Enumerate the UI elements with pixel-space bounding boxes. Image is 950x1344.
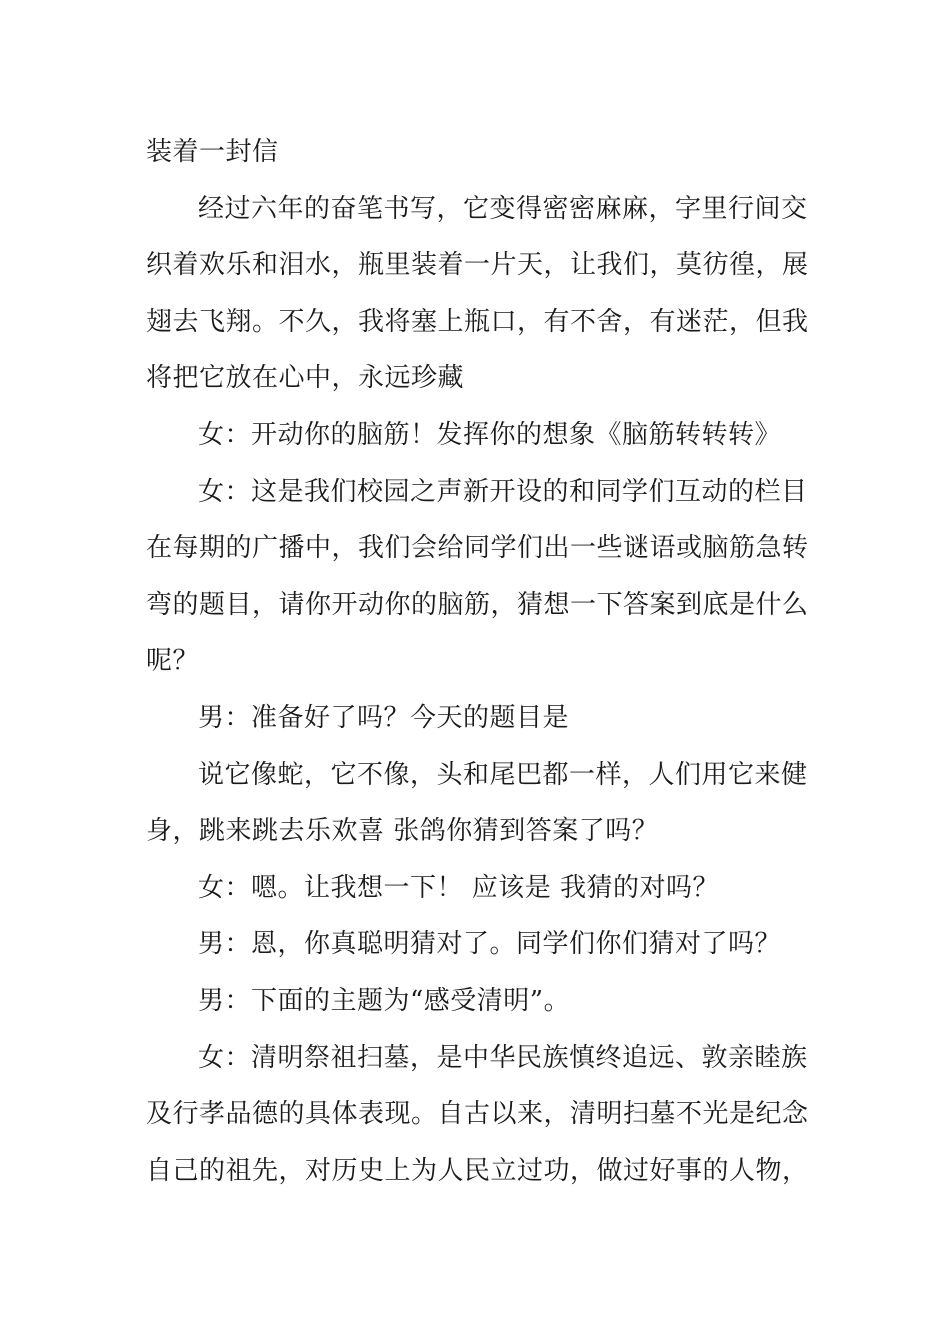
text-line: 女：开动你的脑筋！发挥你的想象《脑筋转转转》 [198, 419, 782, 450]
text-line: 女：嗯。让我想一下！ 应该是 我猜的对吗？ [198, 872, 720, 903]
text-line: 装着一封信 [146, 137, 279, 167]
text-line: 男：恩，你真聪明猜对了。同学们你们猜对了吗？ [198, 929, 782, 960]
text-line: 女：清明祭祖扫墓，是中华民族慎终追远、敦亲睦族 [198, 1042, 808, 1073]
text-line: 弯的题目，请你开动你的脑筋，猜想一下答案到底是什么 [146, 589, 809, 620]
text-line: 呢？ [146, 646, 200, 677]
text-line: 女：这是我们校园之声新开设的和同学们互动的栏目 [198, 476, 808, 507]
text-line: 身，跳来跳去乐欢喜 张鸽你猜到答案了吗？ [146, 816, 659, 847]
text-line: 在每期的广播中，我们会给同学们出一些谜语或脑筋急转 [146, 533, 809, 564]
text-line: 织着欢乐和泪水，瓶里装着一片天，让我们，莫彷徨，展 [146, 250, 809, 281]
text-line: 自己的祖先，对历史上为人民立过功，做过好事的人物， [146, 1155, 809, 1186]
text-line: 将把它放在心中，永远珍藏 [146, 363, 465, 394]
text-line: 男：准备好了吗？今天的题目是 [198, 702, 570, 733]
text-line: 翅去飞翔。不久，我将塞上瓶口，有不舍，有迷茫，但我 [146, 306, 809, 337]
text-line: 经过六年的奋笔书写，它变得密密麻麻，字里行间交 [198, 193, 808, 224]
text-line: 及行孝品德的具体表现。自古以来，清明扫墓不光是纪念 [146, 1099, 809, 1130]
text-line: 说它像蛇，它不像，头和尾巴都一样，人们用它来健 [198, 759, 808, 790]
text-line: 男：下面的主题为“感受清明”。 [198, 985, 571, 1016]
document-body [146, 130, 816, 1205]
